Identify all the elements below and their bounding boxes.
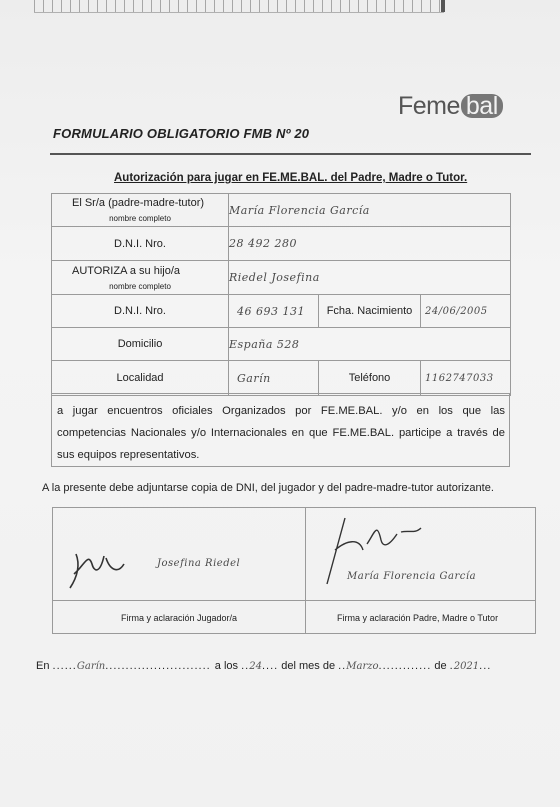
city-label: Localidad — [52, 361, 229, 396]
child-dni-label: D.N.I. Nro. — [52, 295, 229, 328]
dots: .... — [261, 660, 279, 672]
birth-date-label: Fcha. Nacimiento — [319, 295, 421, 328]
signature-baseline — [53, 600, 535, 601]
player-signature-name: Josefina Riedel — [157, 558, 241, 569]
phone-label: Teléfono — [319, 361, 421, 396]
table-row — [52, 227, 511, 261]
city-field[interactable]: Garín — [229, 361, 319, 396]
month-field[interactable]: Marzo — [346, 661, 379, 672]
child-sublabel: nombre completo — [109, 281, 171, 291]
dots: .. — [241, 660, 250, 672]
phone-field[interactable]: 1162747033 — [421, 361, 511, 396]
scan-ruler-edge — [34, 0, 444, 13]
date-place-line — [36, 660, 491, 672]
player-signature-mark — [66, 544, 136, 594]
logo-text: Feme — [398, 92, 460, 120]
child-dni-field[interactable]: 46 693 131 — [229, 295, 319, 328]
parent-sublabel: nombre completo — [109, 214, 171, 223]
authorization-text: a jugar encuentros oficiales Organizados por FE.ME.BAL. y/o en los que las competencias Nacionales y/o Internacionales en que FE.ME.BAL. participe a través de sus equipos representativos. — [51, 393, 510, 467]
table-row — [52, 194, 511, 227]
parent-signature-caption: Firma y aclaración Padre, Madre o Tutor — [337, 613, 499, 623]
dots: ...... — [52, 660, 77, 672]
table-row — [52, 295, 511, 328]
form-title: FORMULARIO OBLIGATORIO FMB Nº 20 — [53, 126, 310, 141]
parent-label: El Sr/a (padre-madre-tutor) — [72, 197, 205, 209]
attachment-note: A la presente debe adjuntarse copia de DNI, del jugador y del padre-madre-tutor autorizante. — [42, 482, 494, 494]
dots: .. — [338, 660, 347, 672]
address-label: Domicilio — [52, 328, 229, 361]
dots: .......................... — [105, 660, 215, 672]
de-label: de — [434, 660, 447, 672]
mes-label: del mes de — [281, 660, 336, 672]
parent-label-cell — [52, 194, 229, 227]
scan-ruler-marker — [441, 0, 445, 12]
title-divider — [50, 153, 531, 155]
parent-dni-field[interactable]: 28 492 280 — [229, 227, 511, 261]
parent-name-field[interactable]: María Florencia García — [229, 194, 511, 227]
parent-dni-label: D.N.I. Nro. — [52, 227, 229, 261]
signature-box — [52, 507, 536, 634]
en-label: En — [36, 660, 50, 672]
dots: . — [449, 660, 454, 672]
child-label-cell — [52, 261, 229, 295]
birth-date-field[interactable]: 24/06/2005 — [421, 295, 511, 328]
logo-badge: bal — [461, 94, 503, 118]
dots: ... — [479, 660, 492, 672]
child-name-field[interactable]: Riedel Josefina — [229, 261, 511, 295]
table-row — [52, 261, 511, 295]
table-row — [52, 328, 511, 361]
parent-signature-name: María Florencia García — [347, 571, 477, 582]
authorization-table — [51, 193, 511, 396]
a-los-label: a los — [214, 660, 239, 672]
signature-divider — [305, 508, 306, 633]
dots: ............. — [378, 660, 432, 672]
address-field[interactable]: España 528 — [229, 328, 511, 361]
day-field[interactable]: 24 — [249, 661, 262, 672]
table-row — [52, 361, 511, 396]
form-subtitle: Autorización para jugar en FE.ME.BAL. del Padre, Madre o Tutor. — [114, 172, 468, 184]
authorizes-label: AUTORIZA a su hijo/a — [72, 264, 181, 277]
year-field[interactable]: 2021 — [453, 661, 480, 672]
place-field[interactable]: Garín — [76, 661, 106, 672]
player-signature-caption: Firma y aclaración Jugador/a — [121, 613, 238, 623]
febal-logo — [398, 92, 503, 121]
